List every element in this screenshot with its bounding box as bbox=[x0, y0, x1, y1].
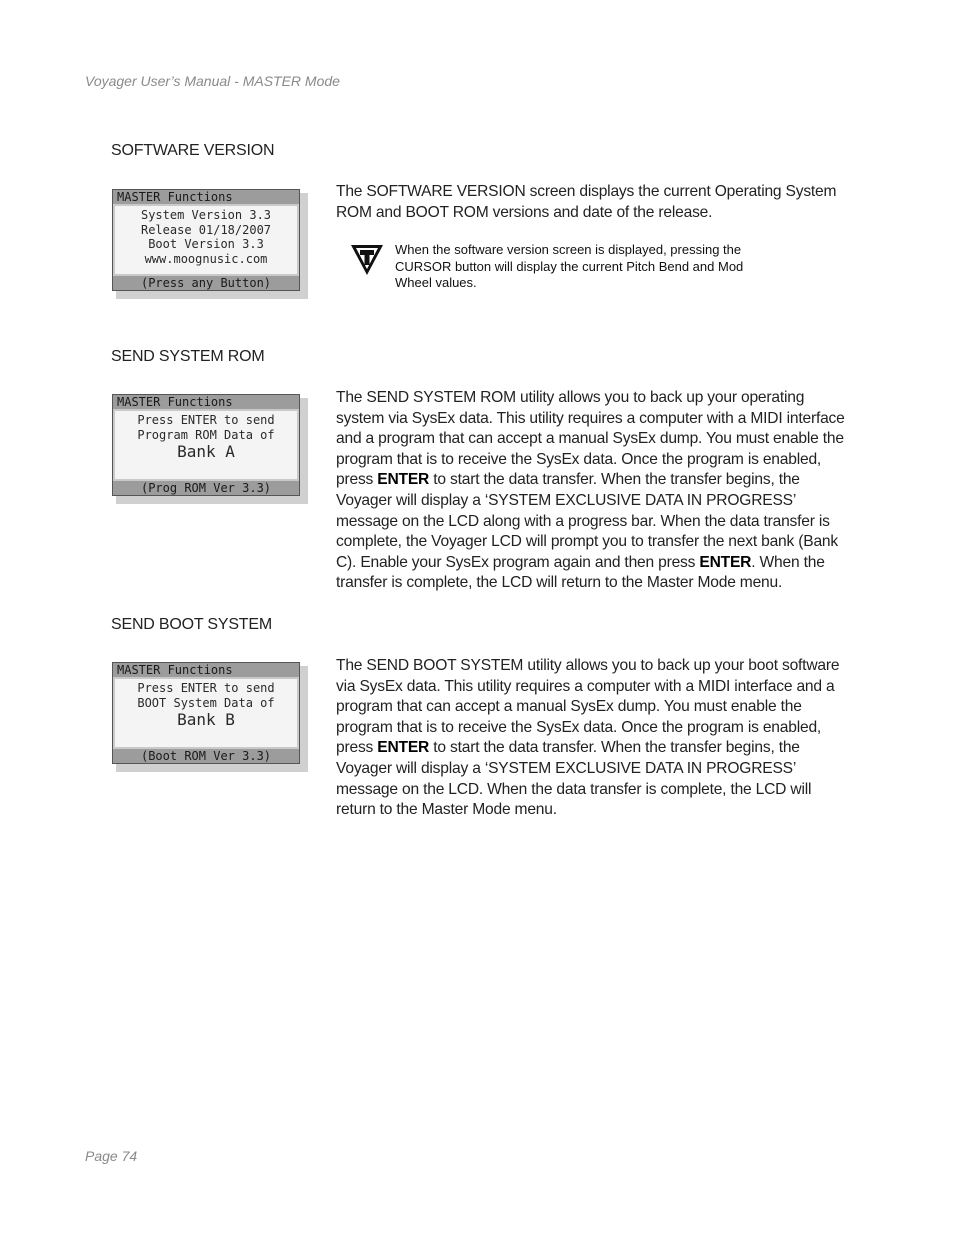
lcd-bottom-bar: (Prog ROM Ver 3.3) bbox=[113, 481, 299, 495]
lcd-line: www.moognusic.com bbox=[144, 251, 268, 266]
lcd-bottom-bar: (Press any Button) bbox=[113, 276, 299, 290]
lcd-line: Boot Version 3.3 bbox=[148, 237, 264, 251]
body-text-part: The SEND BOOT SYSTEM utility allows you to back up your boot software via SysEx data. This utility requires a computer with a MIDI interface and a program that can accept a manual SysEx dump. You must enable the program that is to receive the SysEx data. Once the program is enabled, press bbox=[336, 657, 840, 757]
section-title-software-version: SOFTWARE VERSION bbox=[111, 142, 275, 159]
lcd-bank-label: Bank A bbox=[177, 442, 235, 461]
lcd-screen-send-boot-system bbox=[112, 662, 308, 772]
tip-text: When the software version screen is displayed, pressing the CURSOR button will display the current Pitch Bend and Mod Wheel values. bbox=[395, 242, 744, 291]
body-text-part: to start the data transfer. When the transfer begins, the Voyager will display a ‘SYSTEM EXCLUSIVE DATA IN PROGRESS’ message on the LCD. When the data transfer is complete, the LCD will return to the Master Mode menu. bbox=[336, 739, 812, 819]
lcd-top-bar: MASTER Functions bbox=[113, 190, 299, 204]
lcd-line: Release 01/18/2007 bbox=[140, 222, 272, 237]
body-text-part: The SEND SYSTEM ROM utility allows you to back up your operating system via SysEx data. This utility requires a computer with a MIDI interface and a program that can accept a manual SysEx dump. You must enable the program that is to receive the SysEx data. Once the program is enabled, press bbox=[336, 389, 845, 489]
lcd-bank-label: Bank B bbox=[177, 710, 235, 729]
section-body-send-system-rom bbox=[336, 388, 846, 594]
lcd-line: Press ENTER to send bbox=[137, 413, 275, 427]
lcd-top-bar: MASTER Functions bbox=[113, 663, 299, 677]
enter-key-label: ENTER bbox=[377, 471, 430, 489]
lcd-top-bar: MASTER Functions bbox=[113, 395, 299, 409]
section-body-software-version: The SOFTWARE VERSION screen displays the current Operating System ROM and BOOT ROM versions and date of the release. bbox=[336, 183, 837, 221]
lcd-line: Program ROM Data of bbox=[137, 427, 275, 442]
enter-key-label: ENTER bbox=[699, 553, 752, 571]
lcd-line: BOOT System Data of bbox=[137, 695, 275, 710]
section-title-send-boot-system: SEND BOOT SYSTEM bbox=[111, 616, 272, 633]
lcd-display bbox=[115, 411, 297, 479]
body-text-part: to start the data transfer. When the transfer begins, the Voyager will display a ‘SYSTEM EXCLUSIVE DATA IN PROGRESS’ message on the LCD along with a progress bar. When the data transfer is complete, the Voyager LCD will prompt you to transfer the next bank (Bank C). Enable your SysEx program again and then press bbox=[336, 471, 838, 571]
lcd-line: System Version 3.3 bbox=[140, 208, 272, 222]
enter-key-label: ENTER bbox=[377, 739, 430, 757]
page-header: Voyager User’s Manual - MASTER Mode bbox=[85, 73, 340, 89]
lcd-display bbox=[115, 679, 297, 747]
lcd-screen-software-version bbox=[112, 189, 308, 299]
body-text-part: . When the transfer is complete, the LCD will return to the Master Mode menu. bbox=[336, 553, 825, 592]
section-body-send-boot-system bbox=[336, 656, 846, 821]
section-title-send-system-rom: SEND SYSTEM ROM bbox=[111, 348, 265, 365]
lcd-bottom-bar: (Boot ROM Ver 3.3) bbox=[113, 749, 299, 763]
page-number: Page 74 bbox=[85, 1148, 138, 1164]
lcd-line: Press ENTER to send bbox=[137, 681, 275, 695]
lcd-screen-send-system-rom bbox=[112, 394, 308, 504]
tip-icon bbox=[350, 242, 384, 276]
lcd-display bbox=[115, 206, 297, 274]
